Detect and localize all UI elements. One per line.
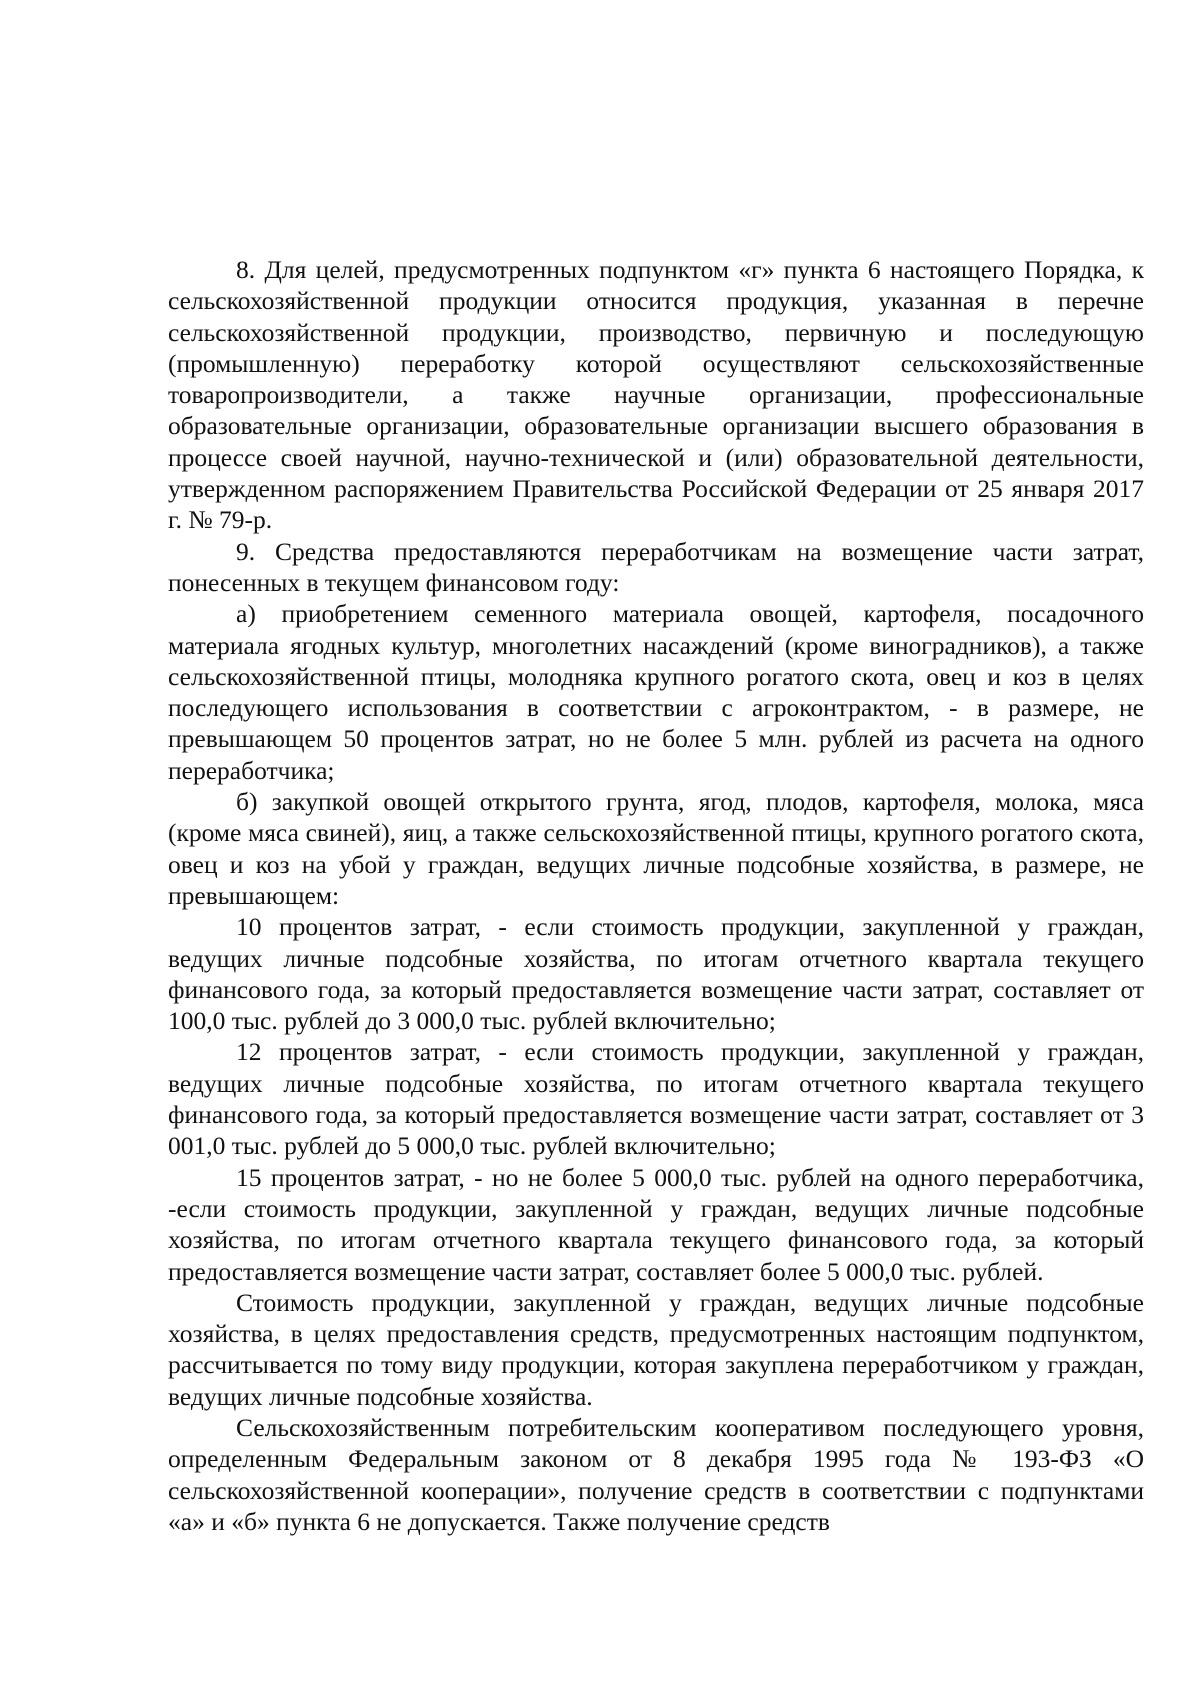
rate-10-percent: 10 процентов затрат, - если стоимость продукции, закупленной у граждан, ведущих личные подсобные хозяйства, по итогам отчетного квартала текущего финансового года, за который предоставляется возмещение части затрат, составляет от 100,0 тыс. рублей до 3 000,0 тыс. рублей включительно; <box>168 912 1144 1036</box>
cooperative-paragraph: Сельскохозяйственным потребительским кооперативом последующего уровня, определенным Федеральным законом от 8 декабря 1995 года № 193-ФЗ «О сельскохозяйственной кооперации», получение средств в соответствии с подпунктами «а» и «б» пункта 6 не допускается. Также получение средств <box>168 1412 1144 1536</box>
paragraph-8: 8. Для целей, предусмотренных подпунктом «г» пункта 6 настоящего Порядка, к сельскохозяйственной продукции относится продукция, указанная в перечне сельскохозяйственной продукции, производство, первичную и последующую (промышленную) переработку которой осуществляют сельскохозяйственные товаропроизводители, а также научные организации, профессиональные образовательные организации, образовательные организации высшего образования в процессе своей научной, научно-технической и (или) образовательной деятельности, утвержденном распоряжением Правительства Российской Федерации от 25 января 2017 г. № 79-р. <box>168 255 1144 535</box>
subparagraph-b: б) закупкой овощей открытого грунта, ягод, плодов, картофеля, молока, мяса (кроме мяса свиней), яиц, а также сельскохозяйственной птицы, крупного рогатого скота, овец и коз на убой у граждан, ведущих личные подсобные хозяйства, в размере, не превышающем: <box>168 787 1144 910</box>
paragraph-9: 9. Средства предоставляются переработчикам на возмещение части затрат, понесенных в текущем финансовом году: <box>168 536 1144 597</box>
document-body <box>168 254 1144 1537</box>
rate-12-percent: 12 процентов затрат, - если стоимость продукции, закупленной у граждан, ведущих личные подсобные хозяйства, по итогам отчетного квартала текущего финансового года, за который предоставляется возмещение части затрат, составляет от 3 001,0 тыс. рублей до 5 000,0 тыс. рублей включительно; <box>168 1037 1144 1161</box>
rate-15-percent: 15 процентов затрат, - но не более 5 000,0 тыс. рублей на одного переработчика, -если стоимость продукции, закупленной у граждан, ведущих личные подсобные хозяйства, по итогам отчетного квартала текущего финансового года, за который предоставляется возмещение части затрат, составляет более 5 000,0 тыс. рублей. <box>168 1162 1144 1286</box>
cost-calculation-paragraph: Стоимость продукции, закупленной у граждан, ведущих личные подсобные хозяйства, в целях предоставления средств, предусмотренных настоящим подпунктом, рассчитывается по тому виду продукции, которая закуплена переработчиком у граждан, ведущих личные подсобные хозяйства. <box>168 1287 1144 1411</box>
subparagraph-a: а) приобретением семенного материала овощей, картофеля, посадочного материала ягодных культур, многолетних насаждений (кроме виноградников), а также сельскохозяйственной птицы, молодняка крупного рогатого скота, овец и коз в целях последующего использования в соответствии с агроконтрактом, - в размере, не превышающем 50 процентов затрат, но не более 5 млн. рублей из расчета на одного переработчика; <box>168 599 1144 785</box>
